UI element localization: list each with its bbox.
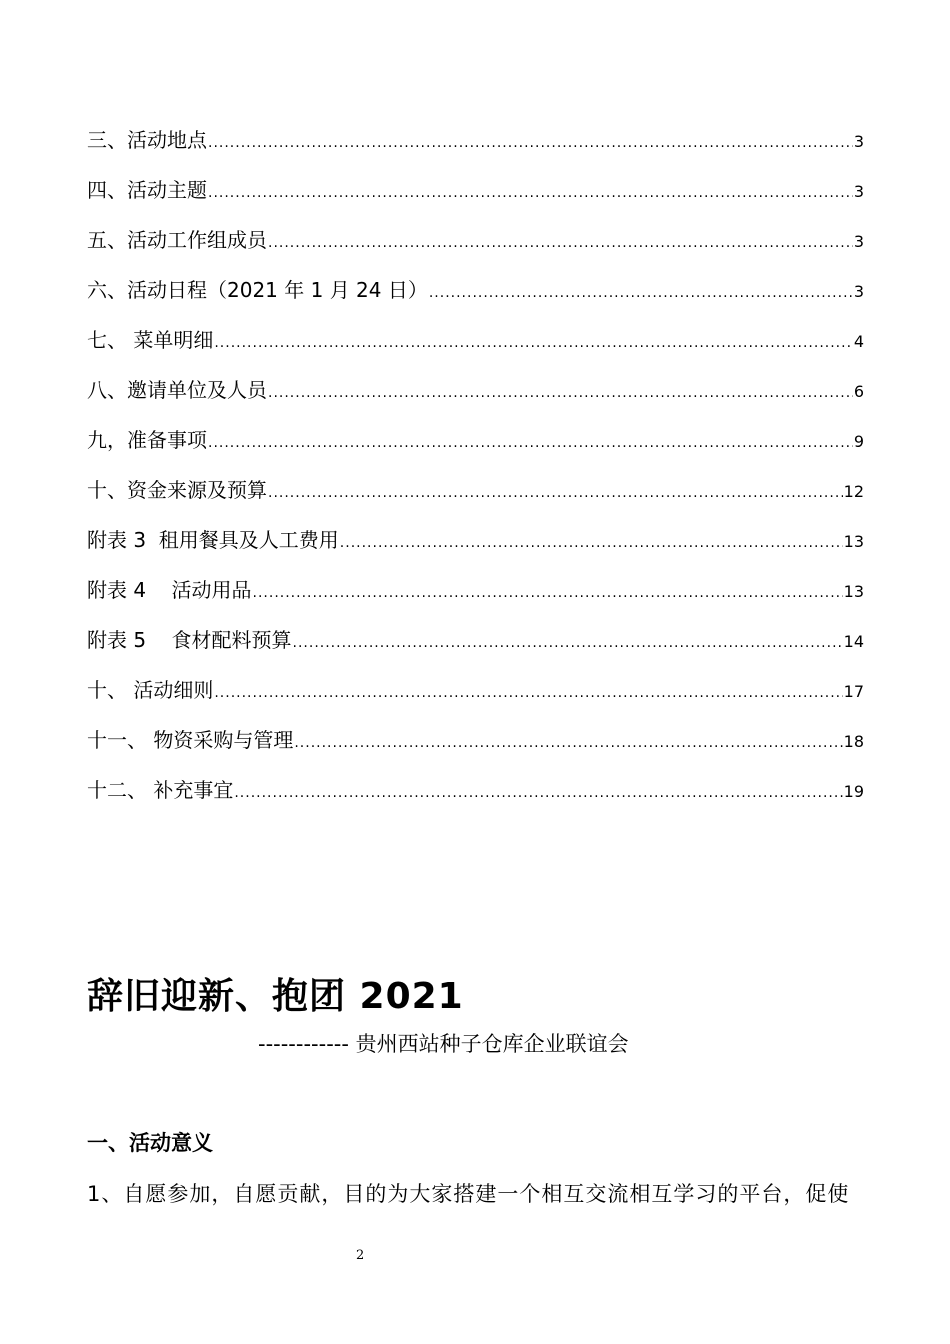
toc-entry-page: 13: [843, 532, 864, 551]
toc-entry[interactable]: [87, 374, 864, 424]
toc-entry-page: 9: [853, 432, 864, 451]
toc-entry[interactable]: [87, 324, 864, 374]
toc-entry[interactable]: [87, 774, 864, 824]
toc-entry-page: 3: [853, 232, 864, 251]
toc-entry-label: 附表 5 食材配料预算: [87, 628, 292, 652]
toc-entry-label: 四、活动主题: [87, 178, 207, 202]
toc-entry-page: 12: [843, 482, 864, 501]
toc-entry-label: 十、资金来源及预算: [87, 478, 267, 502]
document-subtitle: ------------ 贵州西站种子仓库企业联谊会: [258, 1032, 629, 1056]
toc-leader-dots: [208, 135, 853, 151]
toc-leader-dots: [294, 735, 842, 751]
toc-leader-dots: [268, 385, 853, 401]
document-title: 辞旧迎新、抱团 2021: [87, 976, 464, 1017]
toc-leader-dots: [214, 335, 852, 351]
toc-entry[interactable]: [87, 424, 864, 474]
toc-entry-page: 3: [853, 132, 864, 151]
toc-entry-label: 十一、 物资采购与管理: [87, 728, 294, 752]
toc-entry-page: 13: [843, 582, 864, 601]
toc-entry-label: 附表 3 租用餐具及人工费用: [87, 528, 339, 552]
toc-leader-dots: [208, 185, 853, 201]
toc-leader-dots: [214, 685, 842, 701]
toc-entry-label: 十、 活动细则: [87, 678, 214, 702]
table-of-contents: [87, 124, 864, 824]
toc-leader-dots: [293, 635, 843, 651]
page-number: 2: [356, 1248, 365, 1263]
toc-entry-label: 七、 菜单明细: [87, 328, 214, 352]
toc-entry-label: 十二、 补充事宜: [87, 778, 234, 802]
toc-leader-dots: [268, 235, 853, 251]
toc-leader-dots: [268, 485, 843, 501]
toc-leader-dots: [208, 435, 853, 451]
toc-entry-page: 3: [853, 282, 864, 301]
toc-entry[interactable]: [87, 524, 864, 574]
toc-entry-page: 14: [843, 632, 864, 651]
toc-leader-dots: [340, 535, 843, 551]
toc-entry-page: 17: [843, 682, 864, 701]
section-heading: 一、活动意义: [87, 1131, 213, 1155]
toc-entry[interactable]: [87, 674, 864, 724]
toc-entry-page: 6: [853, 382, 864, 401]
toc-leader-dots: [234, 785, 842, 801]
toc-leader-dots: [253, 585, 843, 601]
toc-entry[interactable]: [87, 224, 864, 274]
toc-entry-label: 五、活动工作组成员: [87, 228, 267, 252]
toc-entry-label: 八、邀请单位及人员: [87, 378, 267, 402]
toc-entry-page: 4: [853, 332, 864, 351]
toc-entry-label: 九，准备事项: [87, 428, 207, 452]
toc-entry[interactable]: [87, 624, 864, 674]
toc-entry[interactable]: [87, 174, 864, 224]
toc-entry-page: 19: [843, 782, 864, 801]
toc-entry-label: 六、活动日程（2021 年 1 月 24 日）: [87, 278, 428, 302]
toc-entry-label: 附表 4 活动用品: [87, 578, 252, 602]
body-paragraph: 1、自愿参加，自愿贡献，目的为大家搭建一个相互交流相互学习的平台，促使: [87, 1182, 850, 1206]
toc-entry[interactable]: [87, 124, 864, 174]
toc-leader-dots: [429, 285, 853, 301]
toc-entry[interactable]: [87, 474, 864, 524]
toc-entry[interactable]: [87, 574, 864, 624]
toc-entry-page: 18: [843, 732, 864, 751]
toc-entry-label: 三、活动地点: [87, 128, 207, 152]
toc-entry-page: 3: [853, 182, 864, 201]
toc-entry[interactable]: [87, 724, 864, 774]
toc-entry[interactable]: [87, 274, 864, 324]
